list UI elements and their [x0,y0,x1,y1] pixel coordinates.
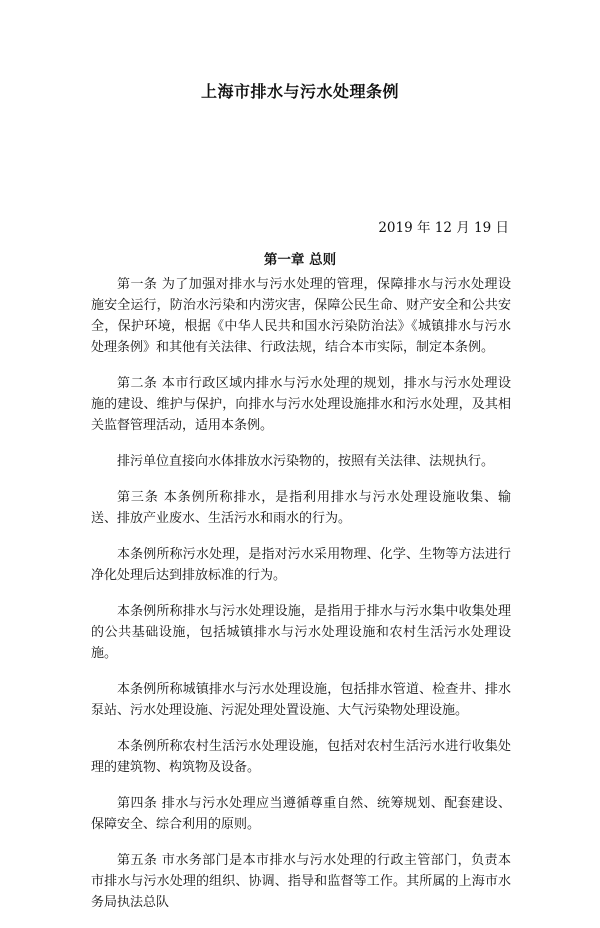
document-title: 上海市排水与污水处理条例 [200,82,399,101]
article-3-clause-4-paragraph: 本条例所称城镇排水与污水处理设施，包括排水管道、检查井、排水泵站、污水处理设施、污泥处理处置设施、大气污染物处理设施。 [91,682,511,718]
article-3-clause-5-paragraph: 本条例所称农村生活污水处理设施，包括对农村生活污水进行收集处理的建筑物、构筑物及设备。 [91,739,511,775]
document-date: 2019 年 12 月 19 日 [378,220,509,236]
document-body [91,274,511,928]
article-1-paragraph: 第一条 为了加强对排水与污水处理的管理，保障排水与污水处理设施安全运行，防治水污染和内涝灾害，保障公民生命、财产安全和公共安全，保护环境，根据《中华人民共和国水污染防治法》《城镇排水与污水处理条例》和其他有关法律、行政法规，结合本市实际，制定本条例。 [91,277,511,355]
chapter-title: 第一章 总则 [263,252,337,268]
article-2-clause-paragraph: 排污单位直接向水体排放水污染物的，按照有关法律、法规执行。 [117,454,495,469]
article-2-paragraph: 第二条 本市行政区域内排水与污水处理的规划，排水与污水处理设施的建设、维护与保护，向排水与污水处理设施排水和污水处理，及其相关监督管理活动，适用本条例。 [91,376,511,433]
article-3-clause-2-paragraph: 本条例所称污水处理，是指对污水采用物理、化学、生物等方法进行净化处理后达到排放标准的行为。 [91,547,511,583]
article-5-paragraph: 第五条 市水务部门是本市排水与污水处理的行政主管部门，负责本市排水与污水处理的组织、协调、指导和监督等工作。其所属的上海市水务局执法总队 [91,853,511,910]
article-4-paragraph: 第四条 排水与污水处理应当遵循尊重自然、统筹规划、配套建设、保障安全、综合利用的原则。 [91,796,511,832]
article-3-clause-3-paragraph: 本条例所称排水与污水处理设施，是指用于排水与污水集中收集处理的公共基础设施，包括城镇排水与污水处理设施和农村生活污水处理设施。 [91,604,511,661]
article-3-paragraph: 第三条 本条例所称排水，是指利用排水与污水处理设施收集、输送、排放产业废水、生活污水和雨水的行为。 [91,490,511,526]
